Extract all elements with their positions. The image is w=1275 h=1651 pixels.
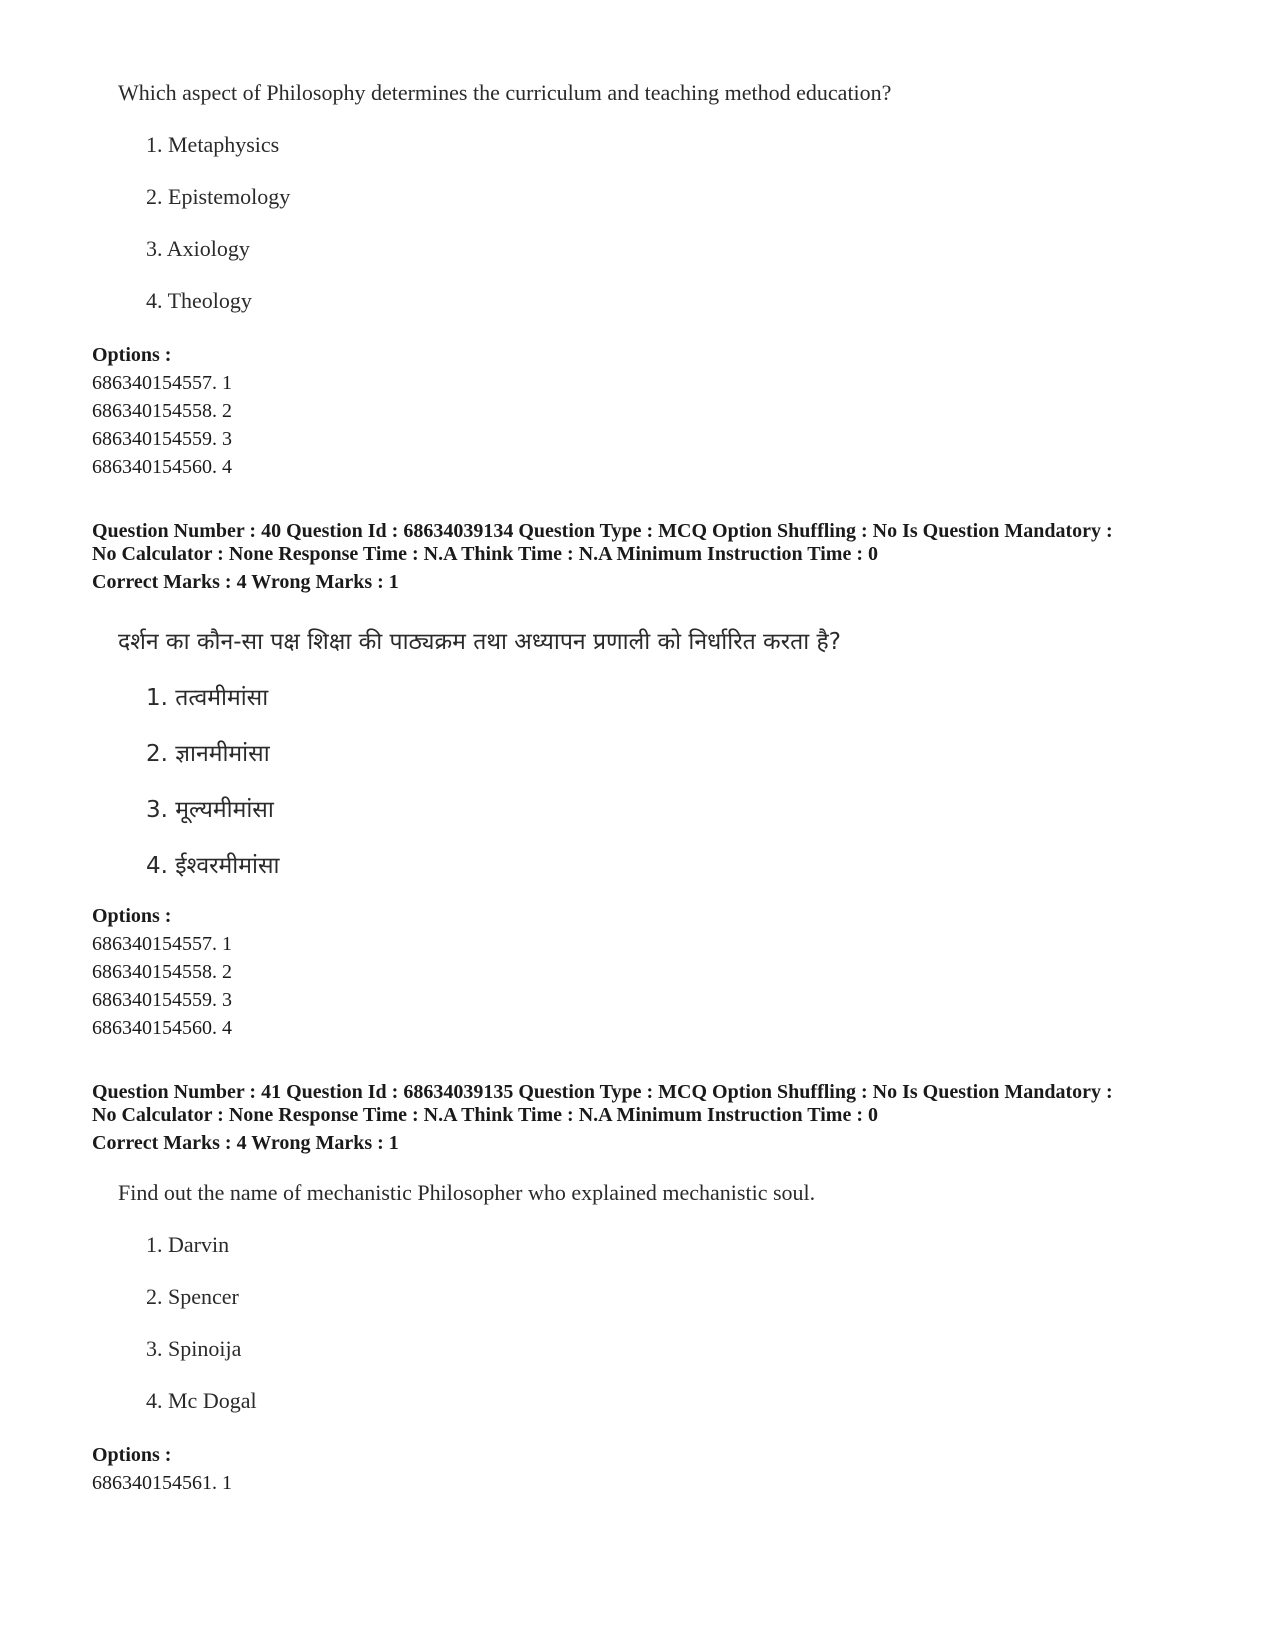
question-meta: No Calculator : None Response Time : N.A Think Time : N.A Minimum Instruction Time : 0 bbox=[92, 1104, 878, 1126]
choice-item: 1. Darvin bbox=[146, 1232, 230, 1257]
choice-item: 4. Mc Dogal bbox=[146, 1388, 257, 1413]
choice-item: 1. तत्वमीमांसा bbox=[146, 685, 269, 711]
question-meta: No Calculator : None Response Time : N.A Think Time : N.A Minimum Instruction Time : 0 bbox=[92, 543, 878, 565]
question-text: Find out the name of mechanistic Philosopher who explained mechanistic soul. bbox=[118, 1180, 816, 1205]
options-heading: Options : bbox=[92, 905, 172, 927]
choice-item: 2. Epistemology bbox=[146, 184, 291, 209]
options-heading: Options : bbox=[92, 344, 172, 366]
choice-item: 2. Spencer bbox=[146, 1284, 239, 1309]
question-text: दर्शन का कौन-सा पक्ष शिक्षा की पाठ्यक्रम तथा अध्यापन प्रणाली को निर्धारित करता है? bbox=[118, 629, 841, 655]
option-id-line: 686340154559. 3 bbox=[92, 989, 232, 1011]
option-id-line: 686340154561. 1 bbox=[92, 1472, 232, 1494]
option-id-line: 686340154559. 3 bbox=[92, 428, 232, 450]
choice-item: 1. Metaphysics bbox=[146, 132, 280, 157]
option-id-line: 686340154558. 2 bbox=[92, 400, 232, 422]
choice-item: 2. ज्ञानमीमांसा bbox=[146, 741, 270, 767]
choice-item: 3. मूल्यमीमांसा bbox=[146, 797, 274, 823]
question-meta: Question Number : 41 Question Id : 68634039135 Question Type : MCQ Option Shuffling : No Is Question Mandatory : bbox=[92, 1081, 1113, 1103]
choice-item: 3. Spinoija bbox=[146, 1336, 242, 1361]
option-id-line: 686340154558. 2 bbox=[92, 961, 232, 983]
choice-item: 4. ईश्वरमीमांसा bbox=[146, 853, 280, 879]
option-id-line: 686340154557. 1 bbox=[92, 933, 232, 955]
option-id-line: 686340154560. 4 bbox=[92, 1017, 232, 1039]
question-marks: Correct Marks : 4 Wrong Marks : 1 bbox=[92, 1132, 399, 1154]
choice-item: 4. Theology bbox=[146, 288, 252, 313]
question-marks: Correct Marks : 4 Wrong Marks : 1 bbox=[92, 571, 399, 593]
option-id-line: 686340154557. 1 bbox=[92, 372, 232, 394]
options-heading: Options : bbox=[92, 1444, 172, 1466]
option-id-line: 686340154560. 4 bbox=[92, 456, 232, 478]
question-text: Which aspect of Philosophy determines the curriculum and teaching method education? bbox=[118, 80, 892, 105]
choice-item: 3. Axiology bbox=[146, 236, 250, 261]
question-meta: Question Number : 40 Question Id : 68634039134 Question Type : MCQ Option Shuffling : No Is Question Mandatory : bbox=[92, 520, 1113, 542]
